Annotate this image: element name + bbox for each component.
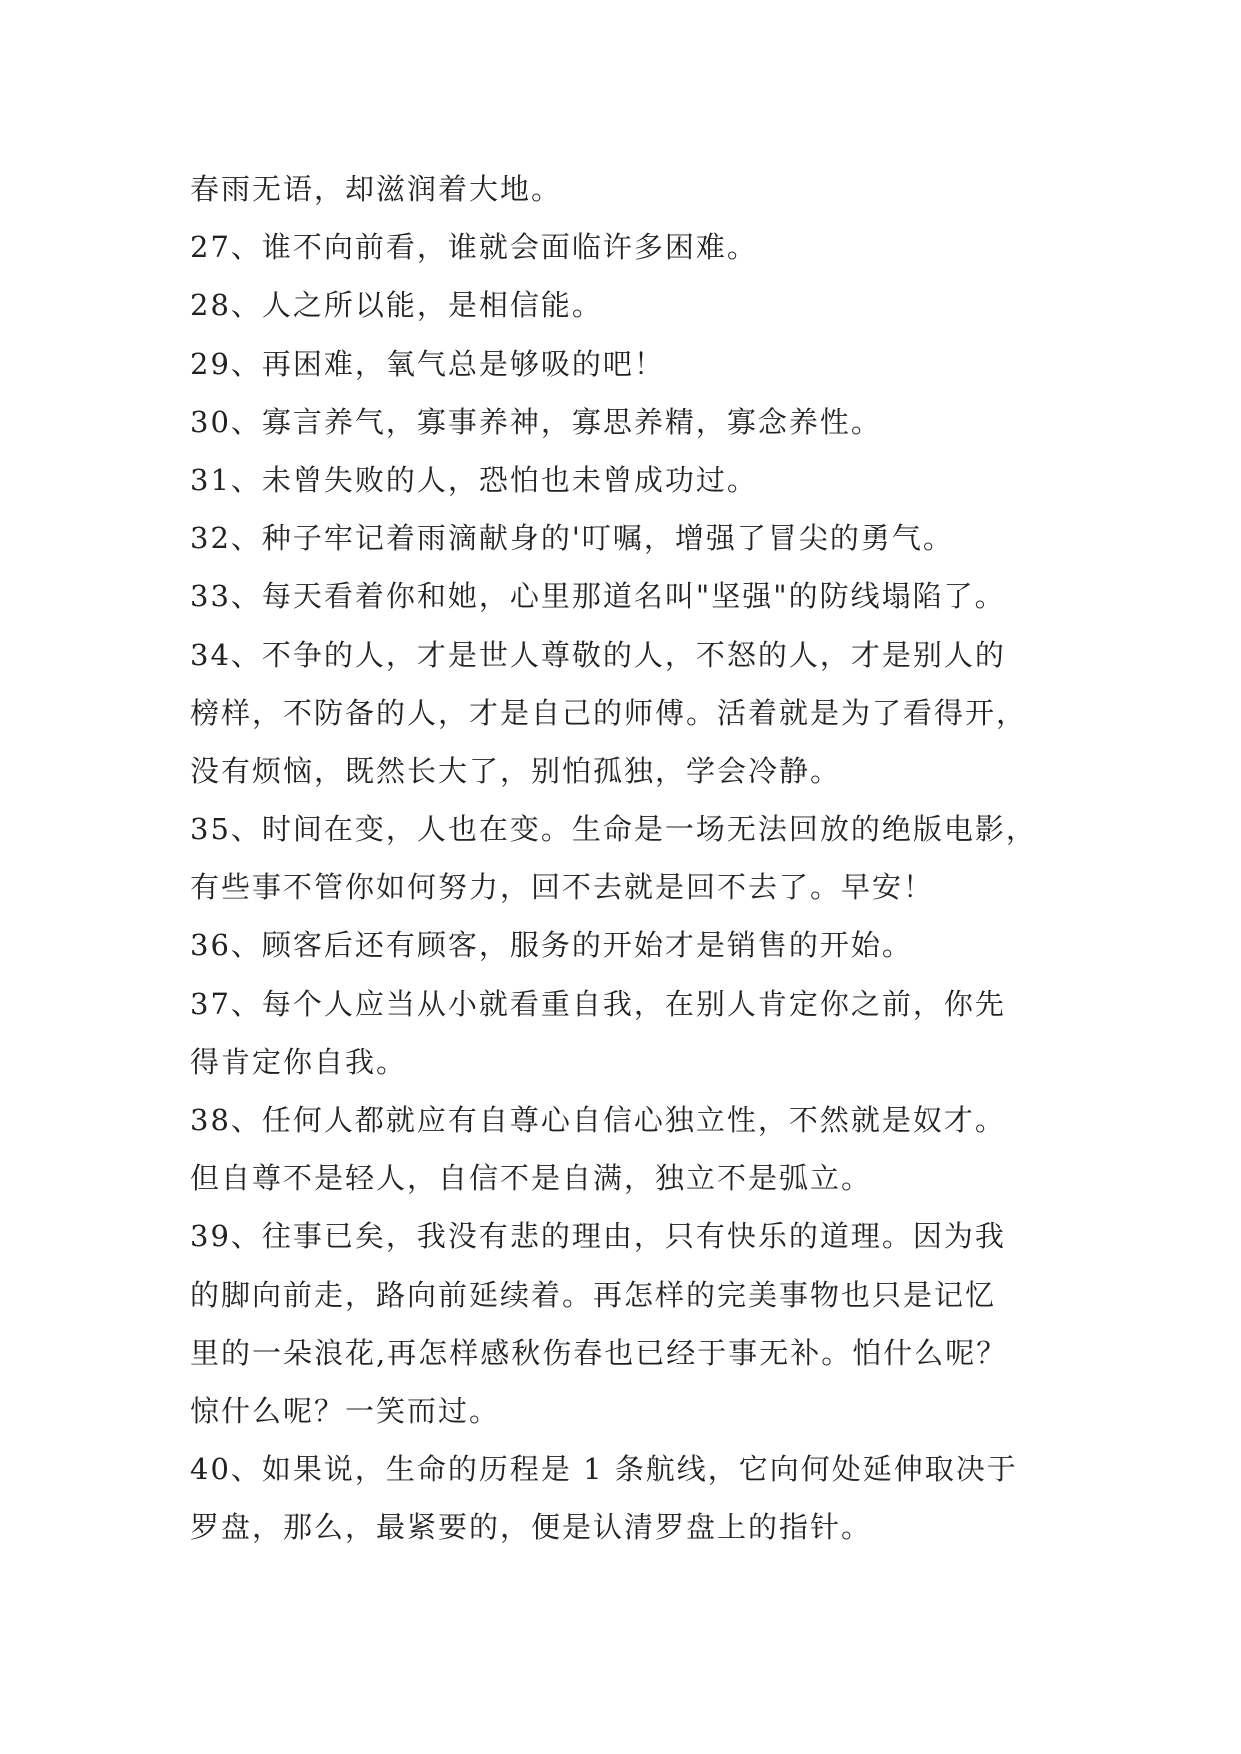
text-line: 27、谁不向前看，谁就会面临许多困难。	[190, 230, 758, 265]
text-line: 没有烦恼，既然长大了，别怕孤独，学会冷静。	[190, 753, 842, 788]
text-line: 33、每天看着你和她，心里那道名叫"坚强"的防线塌陷了。	[190, 579, 1006, 614]
text-line: 32、种子牢记着雨滴献身的'叮嘱，增强了冒尖的勇气。	[190, 521, 954, 556]
document-body	[190, 160, 1090, 1557]
text-line: 40、如果说，生命的历程是 1 条航线，它向何处延伸取决于	[190, 1452, 1018, 1487]
text-line: 37、每个人应当从小就看重自我，在别人肯定你之前，你先	[190, 986, 1006, 1021]
text-line: 惊什么呢？一笑而过。	[190, 1393, 501, 1428]
text-line: 35、时间在变，人也在变。生命是一场无法回放的绝版电影，	[190, 812, 1037, 847]
text-line: 29、再困难，氧气总是够吸的吧！	[190, 346, 665, 381]
text-line: 得肯定你自我。	[190, 1044, 408, 1079]
text-line: 里的一朵浪花,再怎样感秋伤春也已经于事无补。怕什么呢？	[190, 1335, 1008, 1370]
text-line: 38、任何人都就应有自尊心自信心独立性，不然就是奴才。	[190, 1103, 1006, 1137]
text-line: 31、未曾失败的人，恐怕也未曾成功过。	[190, 462, 758, 497]
text-line: 但自尊不是轻人，自信不是自满，独立不是弧立。	[190, 1161, 873, 1196]
text-line: 有些事不管你如何努力，回不去就是回不去了。早安！	[190, 870, 935, 905]
text-line: 39、往事已矣，我没有悲的理由，只有快乐的道理。因为我	[190, 1219, 1006, 1254]
text-line: 罗盘，那么，最紧要的，便是认清罗盘上的指针。	[190, 1510, 873, 1545]
text-line: 春雨无语，却滋润着大地。	[190, 172, 563, 206]
text-line: 30、寡言养气，寡事养神，寡思养精，寡念养性。	[190, 404, 882, 439]
text-line: 28、人之所以能，是相信能。	[190, 288, 603, 323]
text-line: 榜样，不防备的人，才是自己的师傅。活着就是为了看得开，	[190, 695, 1028, 730]
text-line: 34、不争的人，才是世人尊敬的人，不怒的人，才是别人的	[190, 637, 1006, 672]
text-line: 的脚向前走，路向前延续着。再怎样的完美事物也只是记忆	[190, 1277, 997, 1312]
text-line: 36、顾客后还有顾客，服务的开始才是销售的开始。	[190, 928, 913, 963]
